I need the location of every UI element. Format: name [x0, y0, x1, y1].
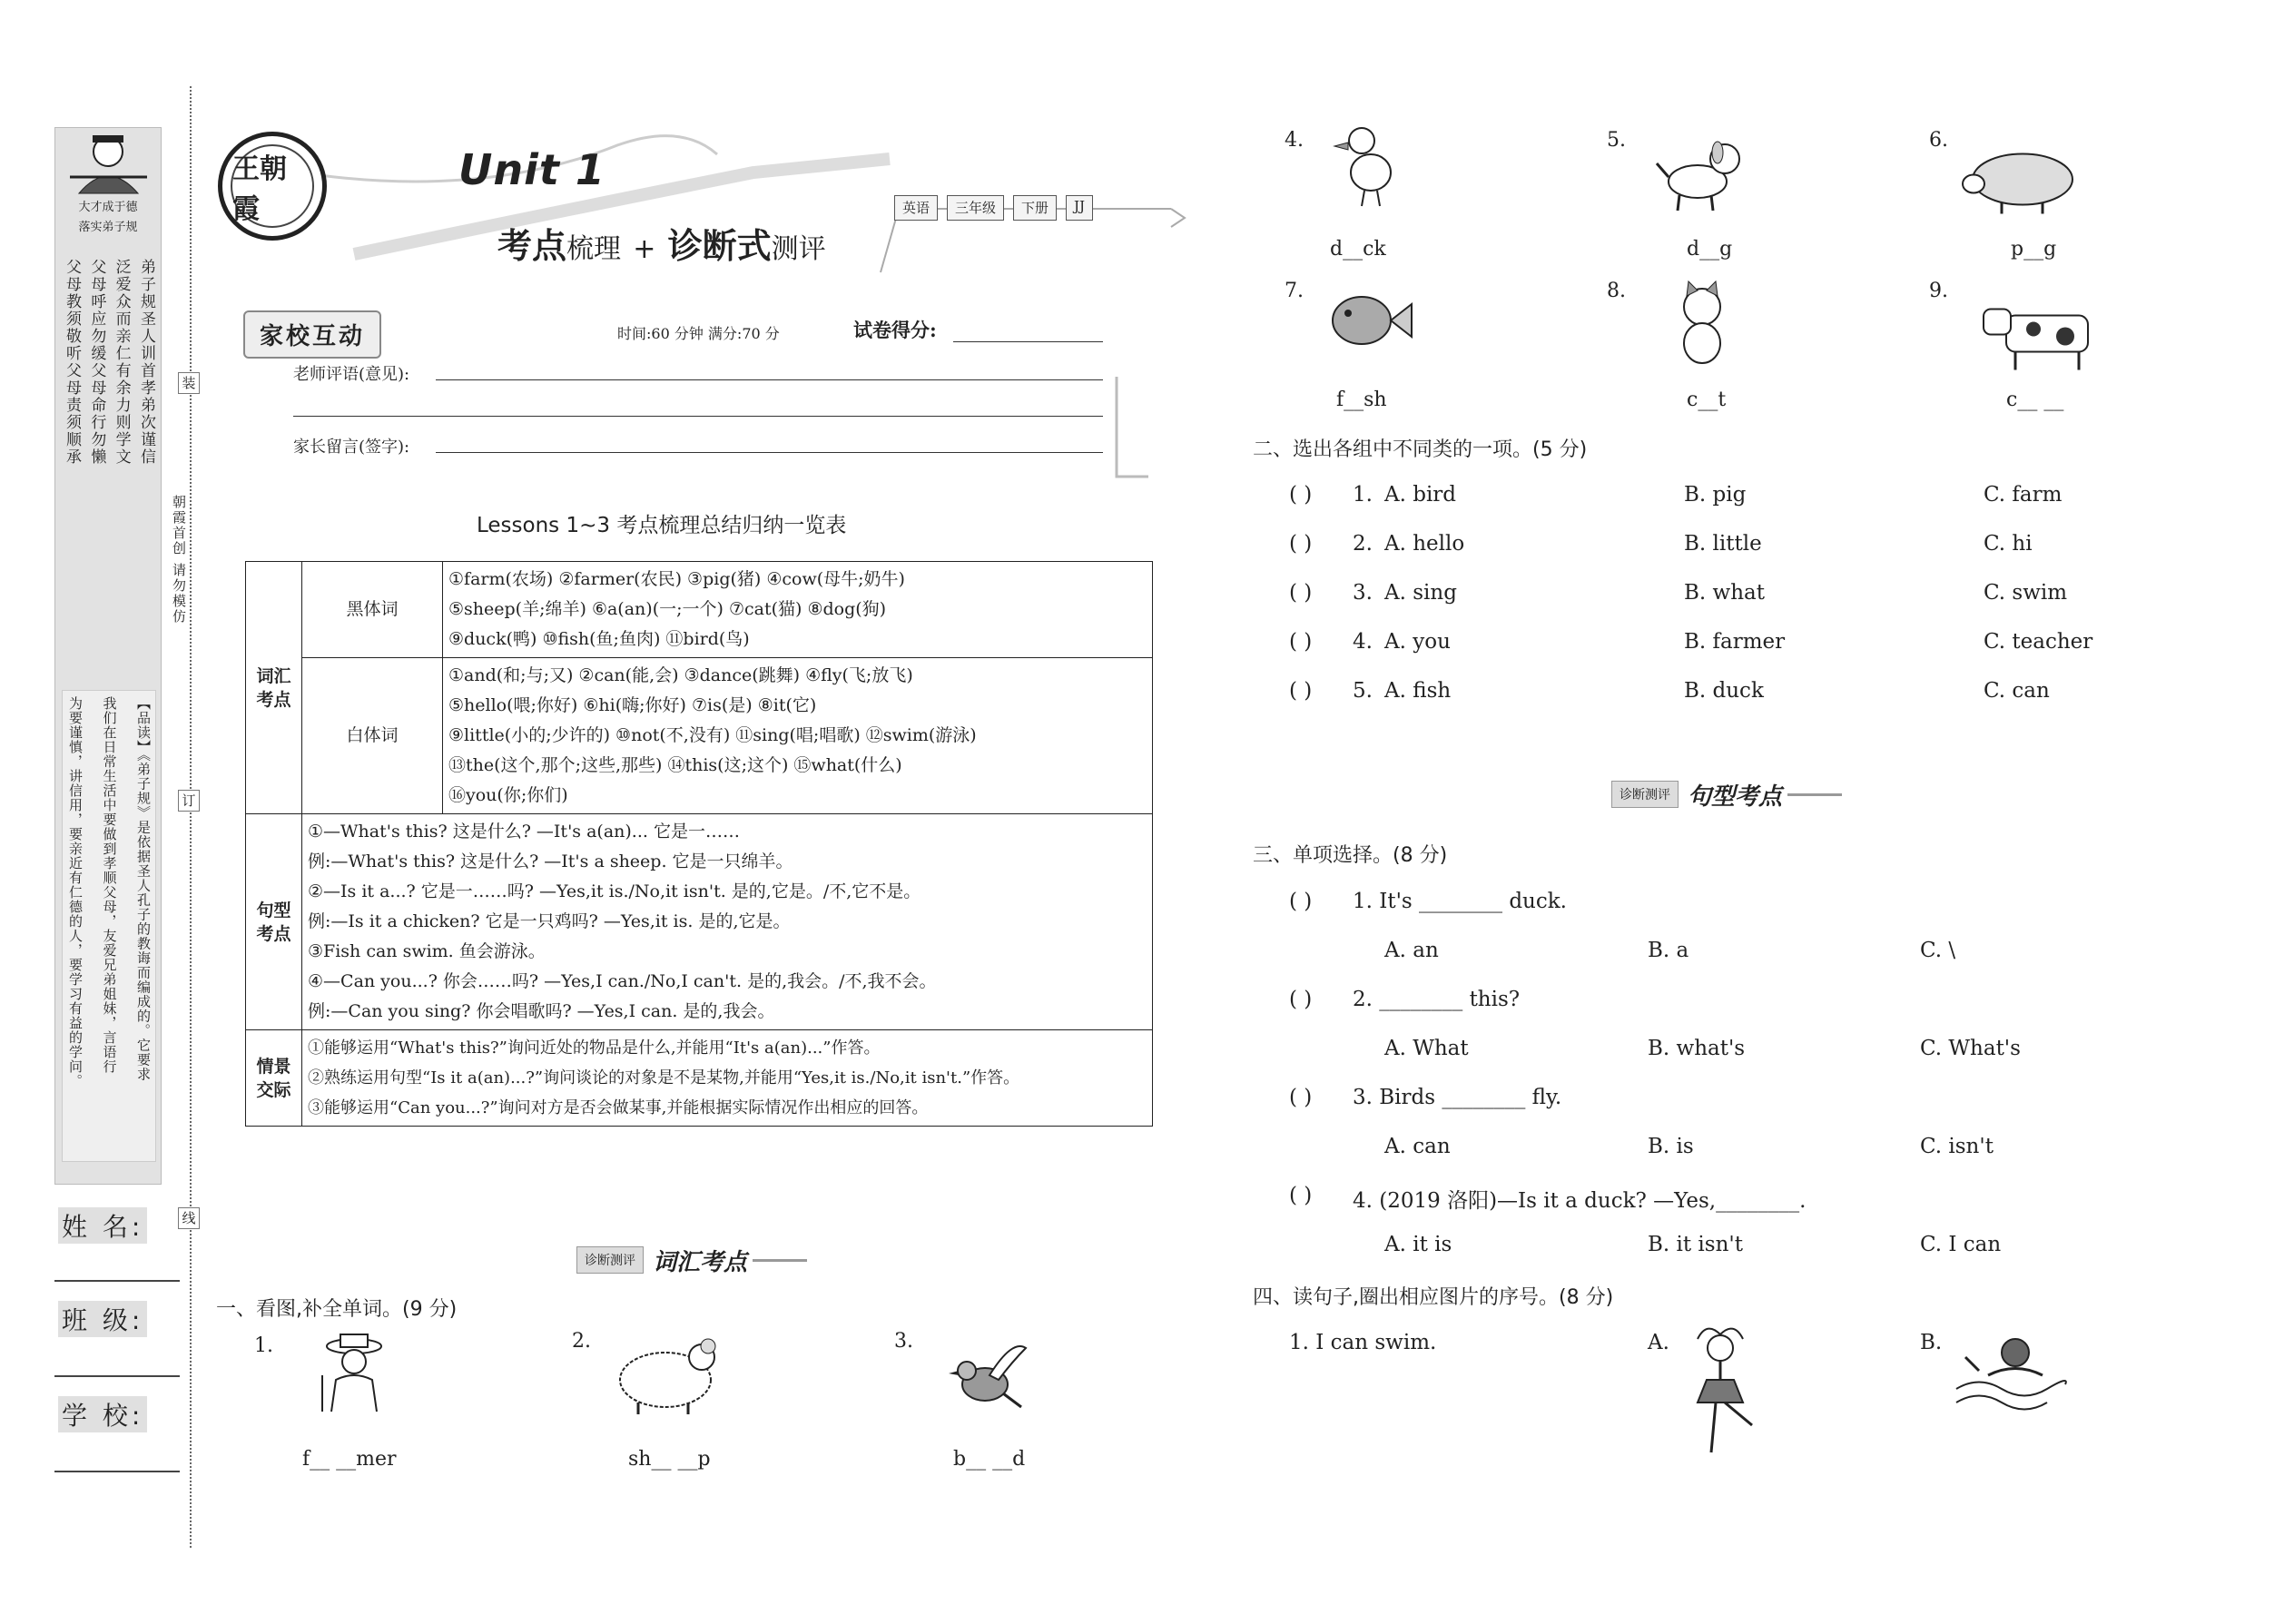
- exam-meta: 时间:60 分钟 满分:70 分: [617, 325, 780, 342]
- subtitle-part: 诊断式: [667, 226, 772, 266]
- table-line: ③Fish can swim. 鱼会游泳。: [308, 941, 546, 961]
- option-a: A. you: [1384, 630, 1451, 654]
- white-words-cell: [443, 658, 1153, 814]
- poem-line: 父母呼: [87, 259, 106, 310]
- q1-title: 一、看图,补全单词。(9 分): [216, 1298, 458, 1321]
- tag-grade: 三年级: [947, 195, 1004, 221]
- option-a: A. sing: [1384, 581, 1457, 605]
- option-c: C. hi: [1984, 532, 2033, 556]
- item-number: 9.: [1929, 280, 1948, 302]
- answer-blank[interactable]: ( ): [1289, 890, 1313, 913]
- farmer-icon: [304, 1330, 404, 1416]
- option-a: A. it is: [1384, 1233, 1452, 1256]
- swimmer-icon: [1952, 1325, 2070, 1416]
- option-b: B. a: [1648, 939, 1689, 962]
- vocab-label: 词汇考点: [246, 562, 302, 814]
- banner-big: 句型考点: [1688, 782, 1783, 811]
- option-a[interactable]: A.: [1648, 1331, 1669, 1354]
- option-b: B. duck: [1684, 679, 1764, 703]
- answer-blank[interactable]: ( ): [1289, 988, 1313, 1011]
- table-line: ①and(和;与;又) ②can(能,会) ③dance(跳舞) ④fly(飞;放飞): [448, 665, 913, 685]
- q4-title: 四、读句子,圈出相应图片的序号。(8 分): [1253, 1286, 1614, 1309]
- option-a: A. can: [1384, 1135, 1451, 1158]
- class-label: 班 级:: [58, 1301, 147, 1337]
- item-number: 2.: [572, 1330, 591, 1353]
- table-line: ③能够运用“Can you...?”询问对方是否会做某事,并能根据实际情况作出相应的回答。: [308, 1098, 929, 1117]
- item-number: 7.: [1285, 280, 1304, 302]
- teacher-comment-label: 老师评语(意见):: [293, 365, 410, 384]
- sentence-label: 句型考点: [246, 814, 302, 1030]
- poem-line: 行勿懒: [87, 414, 106, 466]
- brand-logo: [218, 132, 327, 241]
- scene-cell: [302, 1030, 1153, 1127]
- question-number: 4.: [1353, 630, 1373, 654]
- logo-text: 王朝霞: [231, 144, 314, 228]
- question-number: 1.: [1353, 483, 1373, 507]
- subtitle-part: 考点: [497, 226, 567, 266]
- option-a: A. What: [1384, 1037, 1469, 1060]
- subtitle-part: 测评: [771, 233, 826, 265]
- subtitle-plus: +: [633, 233, 656, 265]
- poem-line: 有余力: [112, 362, 131, 414]
- poem-line: 须顺承: [63, 414, 81, 466]
- option-b: B. what's: [1648, 1037, 1746, 1060]
- corner-decoration: [1112, 377, 1153, 486]
- option-a: A. bird: [1384, 483, 1457, 507]
- table-line: ⑬the(这个,那个;这些,那些) ⑭this(这;这个) ⑮what(什么): [448, 755, 902, 775]
- answer-blank[interactable]: ( ): [1289, 679, 1313, 703]
- answer-blank[interactable]: ( ): [1289, 483, 1313, 507]
- table-line: ②熟练运用句型“Is it a(an)...?”询问谈论的对象是不是某物,并能用“Yes,it is./No,it isn't.”作答。: [308, 1068, 1020, 1088]
- question-stem: 4. (2019 洛阳)—Is it a duck? —Yes,________.: [1353, 1189, 1807, 1213]
- option-b: B. pig: [1684, 483, 1747, 507]
- reading-col-3: 为要谨慎，讲信用，要亲近有仁德的人，要学习有益的学问。: [67, 696, 84, 1088]
- bold-words-cell: [443, 562, 1153, 658]
- option-b: B. is: [1648, 1135, 1694, 1158]
- q3-title: 三、单项选择。(8 分): [1253, 844, 1448, 867]
- home-school-badge: 家校互动: [243, 310, 381, 359]
- option-c: C. can: [1984, 679, 2050, 703]
- teacher-comment-field[interactable]: [436, 379, 1103, 380]
- option-b: B. it isn't: [1648, 1233, 1743, 1256]
- tag-volume: 下册: [1013, 195, 1057, 221]
- motto-line-1: 大才成于德: [78, 201, 138, 214]
- cat-icon: [1652, 280, 1752, 366]
- cut-mark: 装: [178, 372, 200, 394]
- banner-arrow: [1787, 793, 1842, 796]
- option-b[interactable]: B.: [1920, 1331, 1943, 1354]
- duck-icon: [1321, 123, 1421, 209]
- poem-line: 则学文: [112, 414, 131, 466]
- item-word: d__ck: [1330, 238, 1386, 261]
- item-word: f__sh: [1336, 389, 1387, 411]
- sentence-banner: [1611, 776, 1842, 812]
- option-c: C. farm: [1984, 483, 2063, 507]
- score-field[interactable]: [953, 341, 1103, 342]
- cow-icon: [1979, 295, 2102, 381]
- question-stem: 2. ________ this?: [1353, 988, 1521, 1011]
- banner-arrow: [753, 1259, 807, 1262]
- answer-blank[interactable]: ( ): [1289, 581, 1313, 605]
- dancer-icon: [1679, 1325, 1761, 1462]
- reading-col-2: 我们在日常生活中要做到孝顺父母，友爱兄弟姐妹，言语行: [101, 696, 118, 1074]
- option-a: A. hello: [1384, 532, 1465, 556]
- name-field[interactable]: [54, 1280, 180, 1282]
- banner-small: 诊断测评: [1611, 781, 1679, 808]
- item-word: p__g: [2011, 238, 2057, 261]
- page-subtitle: [497, 218, 826, 268]
- question-stem: 1. I can swim.: [1289, 1331, 1437, 1354]
- option-a: A. an: [1384, 939, 1439, 962]
- question-stem: 3. Birds ________ fly.: [1353, 1086, 1562, 1109]
- option-c: C. I can: [1920, 1233, 2002, 1256]
- motto-line-2: 落实弟子规: [78, 221, 138, 234]
- option-b: B. little: [1684, 532, 1762, 556]
- cut-line: [190, 86, 192, 1548]
- item-word: b__ __d: [953, 1448, 1026, 1471]
- cut-mark: 线: [178, 1207, 200, 1229]
- sheep-icon: [606, 1330, 724, 1416]
- poem-line: 泛爱众: [112, 259, 131, 310]
- item-word: c__t: [1687, 389, 1727, 411]
- q2-title: 二、选出各组中不同类的一项。(5 分): [1253, 438, 1588, 461]
- table-line: ①—What's this? 这是什么? —It's a(an)... 它是一……: [308, 822, 740, 842]
- table-line: ⑯you(你;你们): [448, 785, 568, 805]
- poem-line: 次谨信: [136, 414, 155, 466]
- table-line: ⑨little(小的;少许的) ⑩not(不,没有) ⑪sing(唱;唱歌) ⑫swim(游泳): [448, 725, 977, 745]
- summary-table: [245, 561, 1153, 1127]
- tag-subject: 英语: [894, 195, 938, 221]
- strip-poem: [62, 259, 156, 672]
- parent-comment-label: 家长留言(签字):: [293, 438, 410, 457]
- sentence-cell: [302, 814, 1153, 1030]
- item-word: f__ __mer: [302, 1448, 397, 1471]
- question-number: 3.: [1353, 581, 1373, 605]
- poem-line: 父母教: [63, 259, 81, 310]
- class-field[interactable]: [54, 1375, 180, 1377]
- option-c: C. swim: [1984, 581, 2068, 605]
- answer-blank[interactable]: ( ): [1289, 1086, 1313, 1109]
- table-title: Lessons 1~3 考点梳理总结归纳一览表: [477, 514, 847, 537]
- bold-words-label: 黑体词: [302, 562, 443, 658]
- poem-line: 圣人训: [136, 310, 155, 362]
- table-line: ⑨duck(鸭) ⑩fish(鱼;鱼肉) ⑪bird(鸟): [448, 629, 750, 649]
- scholar-icon: [65, 132, 152, 195]
- answer-blank[interactable]: ( ): [1289, 630, 1313, 654]
- parent-comment-field[interactable]: [436, 452, 1103, 453]
- score-label: 试卷得分:: [853, 319, 937, 341]
- pig-icon: [1952, 136, 2079, 222]
- option-c: C. \: [1920, 939, 1956, 962]
- table-line: ④—Can you...? 你会……吗? —Yes,I can./No,I can't. 是的,我会。/不,我不会。: [308, 971, 937, 991]
- poem-line: 须敬听: [63, 310, 81, 362]
- table-line: 例:—What's this? 这是什么? —It's a sheep. 它是一只绵羊。: [308, 851, 793, 871]
- option-b: B. farmer: [1684, 630, 1786, 654]
- white-words-label: 白体词: [302, 658, 443, 814]
- option-b: B. what: [1684, 581, 1765, 605]
- tag-edition: JJ: [1066, 195, 1093, 221]
- item-number: 4.: [1285, 129, 1304, 152]
- poem-line: 而亲仁: [112, 310, 131, 362]
- table-line: ⑤sheep(羊;绵羊) ⑥a(an)(一;一个) ⑦cat(猫) ⑧dog(狗): [448, 599, 887, 619]
- school-label: 学 校:: [58, 1396, 147, 1432]
- item-number: 6.: [1929, 129, 1948, 152]
- table-line: ①farm(农场) ②farmer(农民) ③pig(猪) ④cow(母牛;奶牛): [448, 569, 905, 589]
- strip-reading: [62, 690, 156, 1162]
- banner-small: 诊断测评: [576, 1246, 644, 1274]
- table-line: ⑤hello(喂;你好) ⑥hi(嗨;你好) ⑦is(是) ⑧it(它): [448, 695, 817, 715]
- dog-icon: [1652, 127, 1752, 213]
- table-line: ①能够运用“What's this?”询问近处的物品是什么,并能用“It's a(an)...”作答。: [308, 1038, 881, 1058]
- item-word: c__ __: [2006, 389, 2064, 411]
- poem-line: 应勿缓: [87, 310, 106, 362]
- strip-motto: [58, 198, 158, 238]
- bird-icon: [935, 1334, 1035, 1421]
- fish-icon: [1316, 277, 1416, 363]
- answer-blank[interactable]: ( ): [1289, 532, 1313, 556]
- poem-line: 父母责: [63, 362, 81, 414]
- unit-title: Unit 1: [458, 145, 605, 194]
- item-number: 8.: [1607, 280, 1626, 302]
- vocab-banner: [576, 1242, 807, 1278]
- reading-col-1: 【品读】《弟子规》是依据圣人孔子的教诲而编成的。它要求: [135, 696, 152, 1082]
- question-number: 2.: [1353, 532, 1373, 556]
- cut-mark: 订: [178, 790, 200, 812]
- course-tags: [894, 195, 1093, 221]
- school-field[interactable]: [54, 1471, 180, 1472]
- item-word: sh__ __p: [628, 1448, 711, 1471]
- copyright-note: 朝霞首创 请勿模仿: [171, 495, 187, 625]
- table-line: 例:—Can you sing? 你会唱歌吗? —Yes,I can. 是的,我会。: [308, 1001, 775, 1021]
- question-number: 5.: [1353, 679, 1373, 703]
- poem-line: 弟子规: [136, 259, 155, 310]
- banner-big: 词汇考点: [653, 1248, 748, 1276]
- item-number: 1.: [254, 1334, 273, 1357]
- option-c: C. teacher: [1984, 630, 2093, 654]
- question-stem: 1. It's ________ duck.: [1353, 890, 1567, 913]
- item-number: 3.: [894, 1330, 913, 1353]
- table-line: 例:—Is it a chicken? 它是一只鸡吗? —Yes,it is. 是的,它是。: [308, 911, 791, 931]
- option-c: C. isn't: [1920, 1135, 1994, 1158]
- answer-blank[interactable]: ( ): [1289, 1184, 1313, 1207]
- option-c: C. What's: [1920, 1037, 2021, 1060]
- name-label: 姓 名:: [58, 1207, 147, 1244]
- poem-line: 首孝弟: [136, 362, 155, 414]
- scene-label: 情景交际: [246, 1030, 302, 1127]
- option-a: A. fish: [1384, 679, 1452, 703]
- poem-line: 父母命: [87, 362, 106, 414]
- item-number: 5.: [1607, 129, 1626, 152]
- table-line: ②—Is it a...? 它是一……吗? —Yes,it is./No,it isn't. 是的,它是。/不,它不是。: [308, 881, 921, 901]
- teacher-comment-field-2[interactable]: [293, 416, 1103, 417]
- subtitle-part: 梳理: [566, 233, 622, 265]
- item-word: d__g: [1687, 238, 1733, 261]
